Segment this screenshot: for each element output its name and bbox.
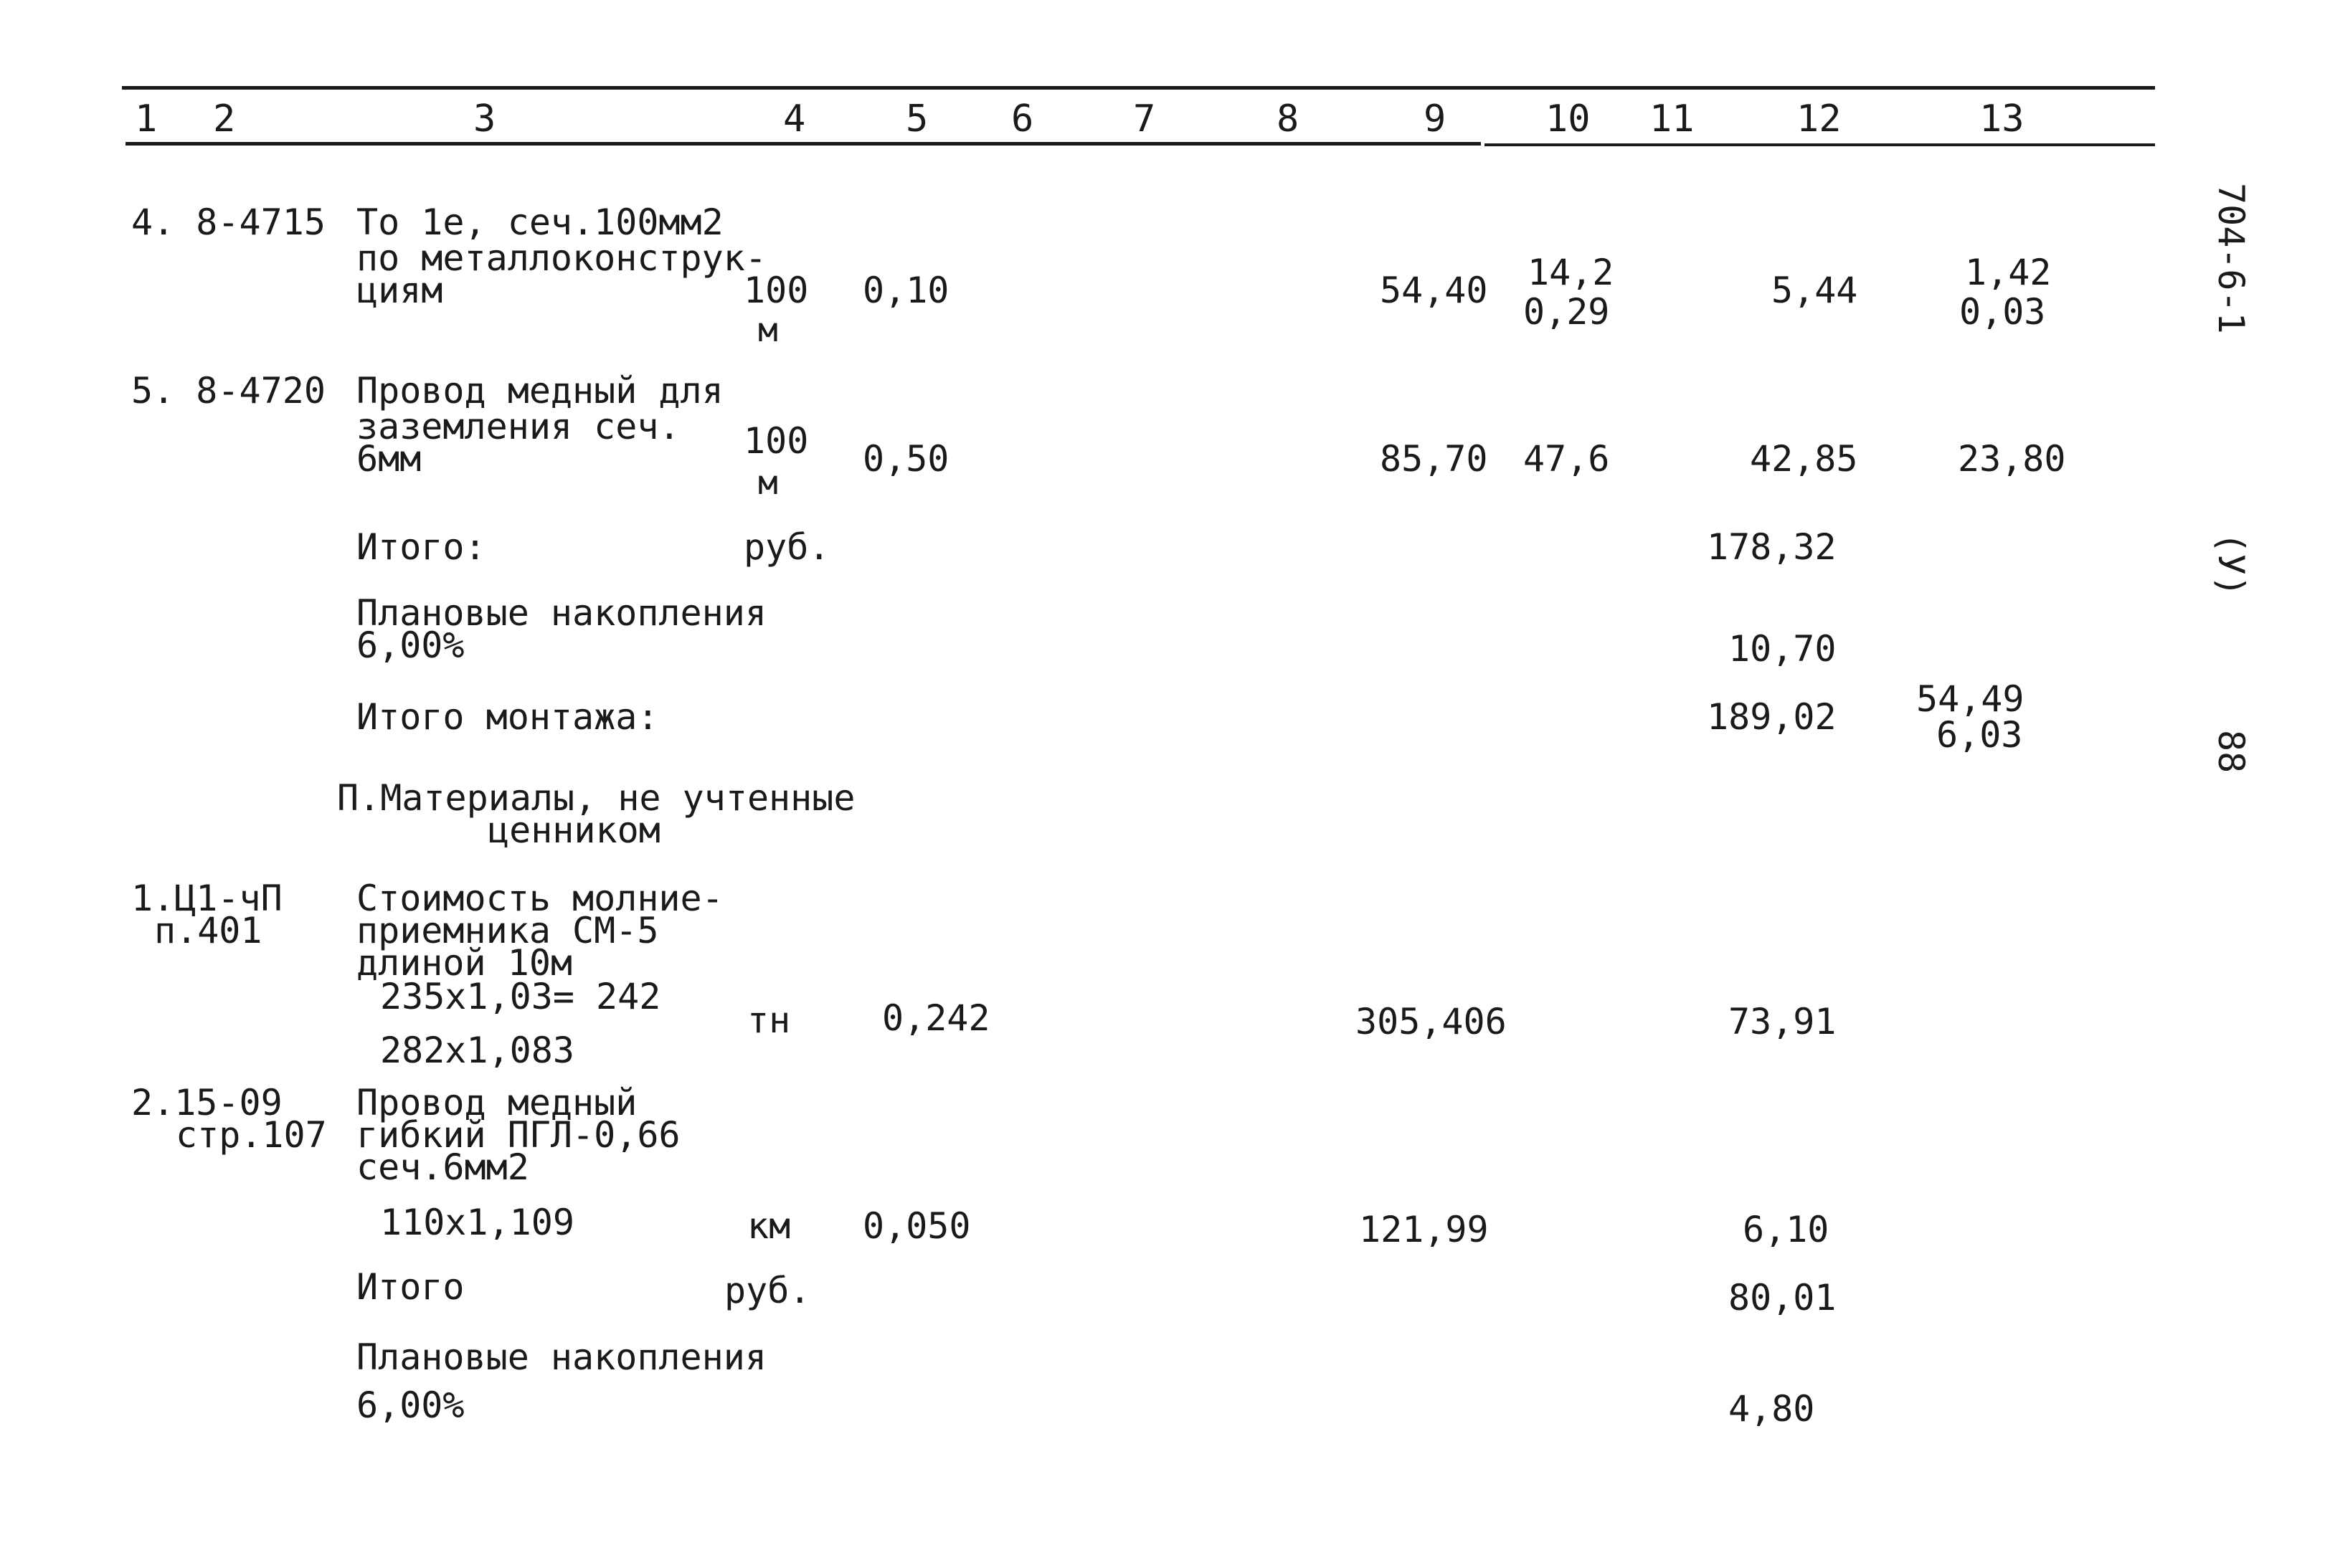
row-col12: 73,91 [1728,1001,1837,1042]
planned-savings-value: 4,80 [1728,1388,1815,1430]
subtotal-value: 178,32 [1707,526,1837,568]
row-description: заземления сеч. [356,406,681,447]
row-number: 1.Ц1-чП [131,878,283,919]
row-description: циям [356,270,443,311]
planned-savings-label: Плановые накопления [356,1336,767,1378]
planned-savings-rate: 6,00% [356,1384,465,1426]
header-bottom-rule [126,142,1481,146]
col-header-2: 2 [213,98,236,141]
col-header-11: 11 [1649,98,1695,141]
col-header-13: 13 [1979,98,2024,141]
planned-savings-rate: 6,00% [356,624,465,666]
row-col12: 5,44 [1771,270,1858,311]
row-col13: 0,03 [1959,291,2046,333]
page-number: 88 [2210,730,2252,774]
row-col9: 121,99 [1359,1209,1489,1250]
row-col13: 1,42 [1965,252,2052,293]
row-col12: 42,85 [1750,438,1858,480]
row-col9: 305,406 [1355,1001,1507,1042]
row-quantity: 0,10 [863,270,949,311]
header-top-rule [122,86,2155,90]
row-unit: км [747,1205,791,1247]
row-number: 5. 8-4720 [131,370,326,412]
subtotal-unit: руб. [724,1270,811,1311]
row-quantity: 0,50 [863,438,949,480]
row-description: гибкий ПГЛ-0,66 [356,1114,681,1156]
row-unit: м [758,463,778,502]
subtotal-label: Итого: [356,526,486,568]
row-description: длиной 10м [356,942,573,984]
row-unit: 100 [744,420,809,462]
col-header-4: 4 [783,98,806,141]
row-unit: м [758,310,778,349]
row-description: 110х1,109 [380,1202,574,1243]
subtotal-unit: руб. [744,526,830,568]
row-description: приемника СМ-5 [356,910,659,951]
row-description: Провод медный для [356,370,724,412]
row-description: Стоимость молние- [356,878,724,919]
installation-total-col13: 6,03 [1936,714,2023,756]
row-col10: 14,2 [1528,252,1614,293]
section-heading: П.Материалы, не учтенные [337,777,856,819]
row-unit: 100 [744,270,809,311]
row-quantity: 0,242 [882,997,990,1039]
sheet-mark: (У) [2210,532,2252,597]
col-header-3: 3 [473,98,496,141]
row-col10: 47,6 [1523,438,1610,480]
row-description: Провод медный [356,1082,638,1123]
row-col9: 54,40 [1380,270,1488,311]
row-quantity: 0,050 [863,1205,971,1247]
row-description: сеч.6мм2 [356,1146,529,1188]
installation-total-value: 189,02 [1707,696,1837,738]
row-number: 2.15-09 [131,1082,283,1123]
row-number: п.401 [154,910,262,951]
planned-savings-value: 10,70 [1728,628,1837,670]
col-header-12: 12 [1796,98,1842,141]
row-number: 4. 8-4715 [131,201,326,243]
row-col13: 23,80 [1958,438,2066,480]
document-code: 704-6-1 [2210,183,2252,334]
planned-savings-label: Плановые накопления [356,592,767,634]
section-heading: ценником [488,809,660,851]
row-description: То 1е, сеч.100мм2 [356,201,724,243]
col-header-6: 6 [1011,98,1034,141]
row-description: 282х1,083 [380,1030,574,1071]
col-header-10: 10 [1545,98,1591,141]
row-number: стр.107 [176,1114,327,1156]
row-description: по металлоконструк- [356,237,767,279]
subtotal-label: Итого [356,1266,465,1308]
row-col12: 6,10 [1743,1209,1829,1250]
header-bottom-rule-right [1484,143,2155,146]
row-description: 6мм [356,438,422,480]
col-header-5: 5 [906,98,929,141]
subtotal-value: 80,01 [1728,1277,1837,1318]
row-description: 235х1,03= 242 [380,976,661,1017]
col-header-1: 1 [135,98,158,141]
col-header-7: 7 [1133,98,1156,141]
row-col10: 0,29 [1523,291,1610,333]
row-col9: 85,70 [1380,438,1488,480]
row-unit: тн [747,999,791,1041]
col-header-8: 8 [1277,98,1299,141]
installation-total-label: Итого монтажа: [356,696,659,738]
col-header-9: 9 [1424,98,1446,141]
installation-total-col13: 54,49 [1916,678,2024,720]
